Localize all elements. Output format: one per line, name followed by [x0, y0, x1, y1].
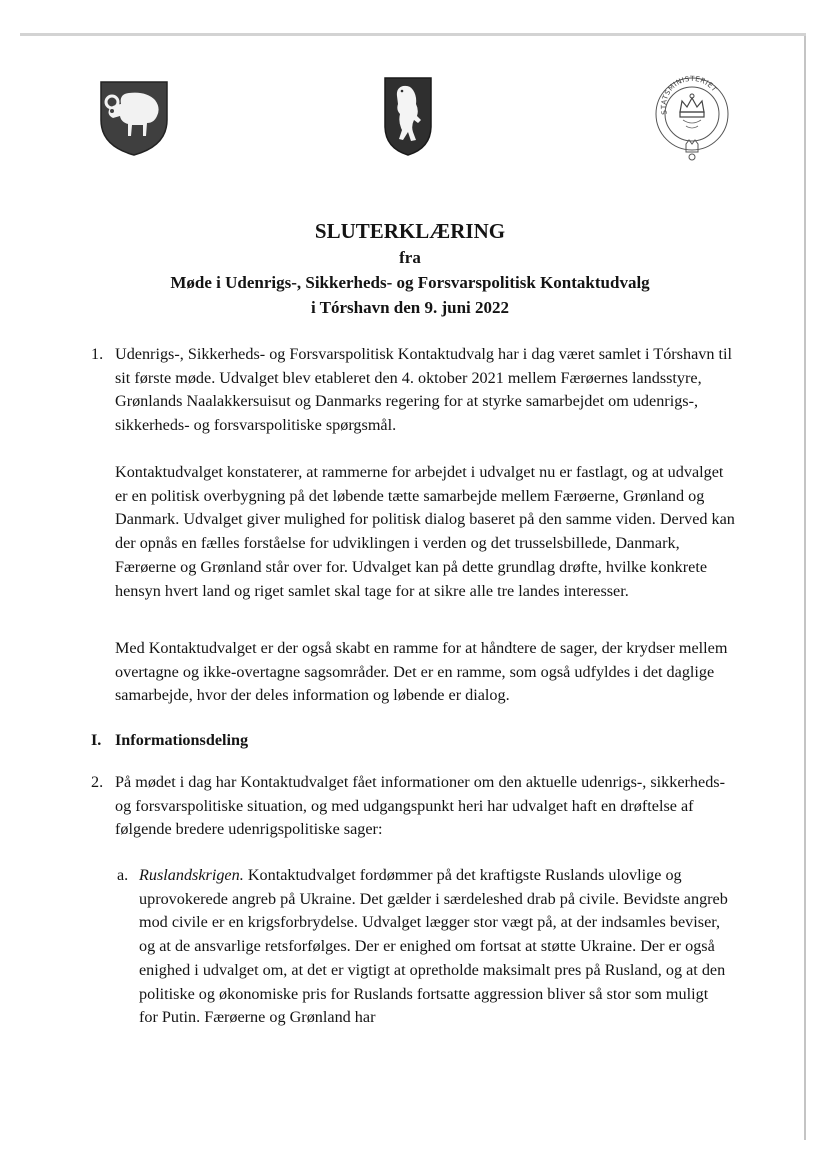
page-right-edge [804, 36, 806, 1140]
sub-item-a-letter: a. [117, 866, 129, 884]
item-2-text: På mødet i dag har Kontaktudvalget fået informationer om den aktuelle udenrigs-, sikkerheds- og forsvarspolitiske situation, og med udgangspunkt heri har udvalget haft en drøftelse af følgende bredere udenrigspolitiske sager: [115, 773, 725, 839]
sub-item-a-text: Kontaktudvalget fordømmer på det kraftigste Ruslands ulovlige og uprovokerede angreb på Ukraine. Det gælder i særdeleshed drab på civile. Bevidste angreb mod civile er en krigsforbrydelse. Udvalget lægger stor vægt på, at der indsamles beviser, og at de ansvarlige retsforfølges. Der er enighed om fortsat at støtte Ukraine. Der er også enighed i udvalget om, at det er vigtigt at opretholde maksimalt pres på Rusland, og at den politiske og økonomiske pris for Ruslands fortsatte aggression bliver så stor som muligt for Putin. Færøerne og Grønland har [139, 866, 728, 1027]
paragraph-2: Kontaktudvalget konstaterer, at rammerne for arbejdet i udvalget nu er fastlagt, og at udvalget er en politisk overbygning på det løbende tætte samarbejde mellem Færøerne, Grønland og Danmark. Udvalget giver mulighed for politisk dialog baseret på den samme viden. Derved kan der opnås en fælles forståelse for udviklingen i verden og det trusselsbillede, Danmark, Færøerne og Grønland står over for. Udvalget kan på dette grundlag drøfte, hvilke konkrete hensyn hvert land og riget samlet skal tage for at sikre alle tre landes interesser. [115, 463, 735, 600]
section-1-title: Informationsdeling [115, 731, 249, 749]
seal-text: STATSMINISTERIET [659, 74, 719, 116]
sub-item-a-title: Ruslandskrigen. [139, 866, 244, 884]
document-title: SLUTERKLÆRING [314, 219, 506, 243]
greenland-coat-of-arms-icon [383, 76, 433, 156]
statsministeriet-seal-icon [653, 74, 731, 164]
page-top-edge [20, 33, 806, 36]
item-1-number: 1. [91, 345, 104, 363]
document-from: fra [399, 248, 421, 267]
section-1-number: I. [91, 731, 102, 749]
svg-text:STATSMINISTERIET [660, 75, 719, 115]
meeting-place-date: i Tórshavn den 9. juni 2022 [310, 298, 510, 317]
item-1-text: Udenrigs-, Sikkerheds- og Forsvarspolitisk Kontaktudvalg har i dag været samlet i Tórshavn til sit første møde. Udvalget blev etableret den 4. oktober 2021 mellem Færøernes landsstyre, Grønlands Naalakkersuisut og Danmarks regering for at styrke samarbejdet om udenrigs-, sikkerheds- og forsvarspolitiske spørgsmål. [115, 345, 732, 435]
paragraph-3: Med Kontaktudvalget er der også skabt en ramme for at håndtere de sager, der krydser mellem overtagne og ikke-overtagne sagsområder. Det er en ramme, som også udfyldes i det daglige samarbejde, hvor der deles information og løbende er dialog. [115, 639, 728, 705]
sub-item-a [139, 864, 729, 1030]
faroe-coat-of-arms-icon [99, 80, 169, 156]
meeting-name: Møde i Udenrigs-, Sikkerheds- og Forsvarspolitisk Kontaktudvalg [170, 273, 650, 292]
item-2-number: 2. [91, 773, 104, 791]
